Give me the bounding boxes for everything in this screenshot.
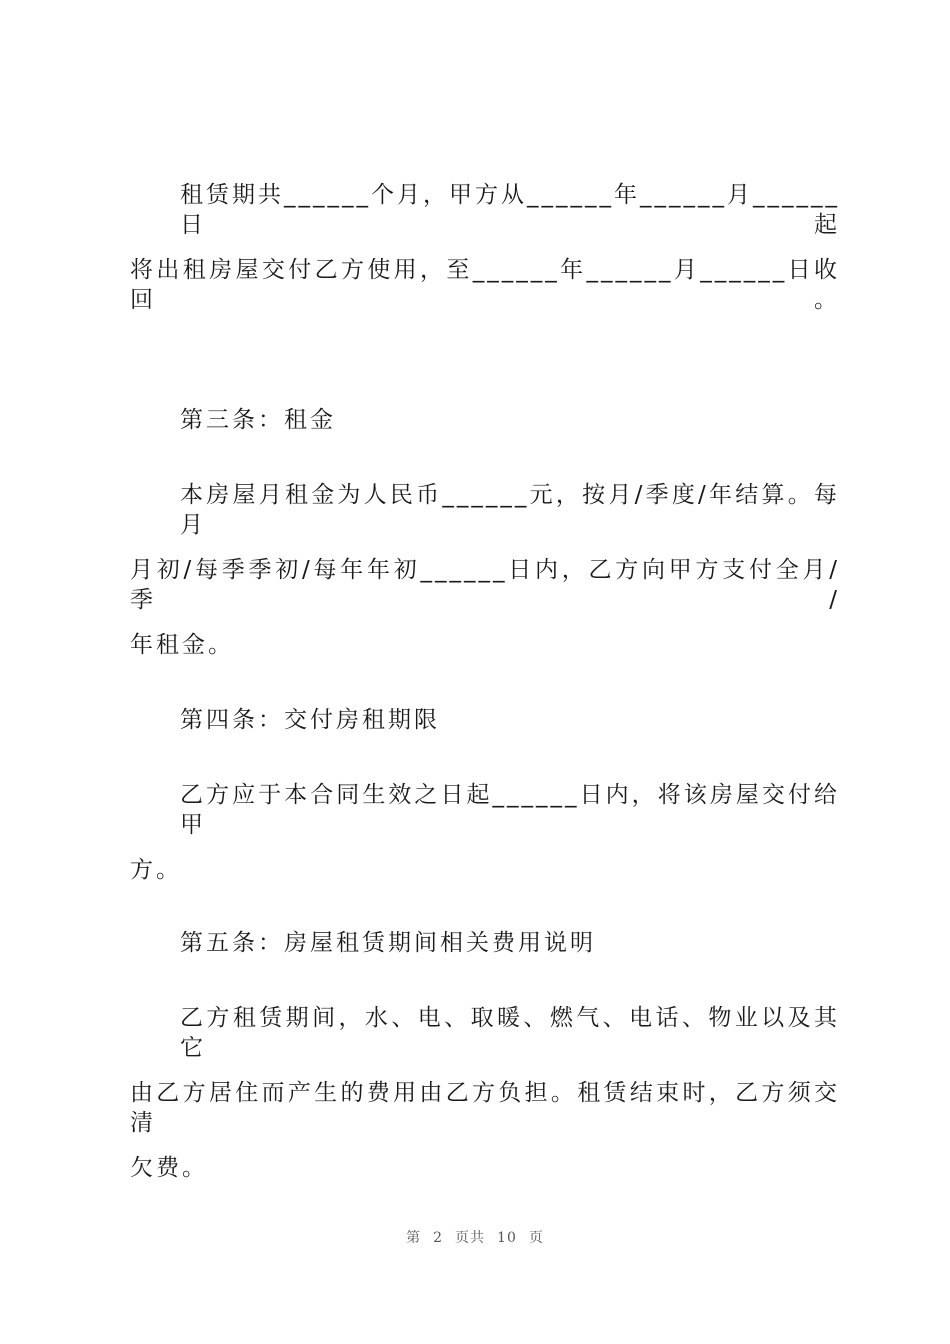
paragraph-rent-line-2: 月初/每季季初/每年年初______日内，乙方向甲方支付全月/季/ <box>130 557 840 613</box>
paragraph-rent-line-3: 年租金。 <box>130 632 234 658</box>
paragraph-fees-line-3: 欠费。 <box>130 1155 208 1181</box>
paragraph-fees-line-2: 由乙方居住而产生的费用由乙方负担。租赁结束时，乙方须交清 <box>130 1080 840 1136</box>
article-4-heading: 第四条：交付房租期限 <box>180 707 440 733</box>
paragraph-delivery-line-1: 乙方应于本合同生效之日起______日内，将该房屋交付给甲 <box>180 782 840 838</box>
article-3-heading: 第三条：租金 <box>180 407 336 433</box>
paragraph-lease-term-line-2: 将出租房屋交付乙方使用，至______年______月______日收回。 <box>130 257 840 313</box>
footer-suffix: 页 <box>528 1230 544 1246</box>
page-footer <box>0 1228 950 1248</box>
footer-prefix: 第 <box>406 1230 422 1246</box>
footer-total-pages: 10 <box>497 1230 517 1246</box>
paragraph-delivery-line-2: 方。 <box>130 857 182 883</box>
article-5-heading: 第五条：房屋租赁期间相关费用说明 <box>180 930 596 956</box>
footer-middle: 页共 <box>455 1230 486 1246</box>
paragraph-lease-term-line-1: 租赁期共______个月，甲方从______年______月______日起 <box>180 182 840 238</box>
footer-page-number: 2 <box>433 1230 444 1246</box>
paragraph-rent-line-1: 本房屋月租金为人民币______元，按月/季度/年结算。每月 <box>180 482 840 538</box>
paragraph-fees-line-1: 乙方租赁期间，水、电、取暖、燃气、电话、物业以及其它 <box>180 1005 840 1061</box>
